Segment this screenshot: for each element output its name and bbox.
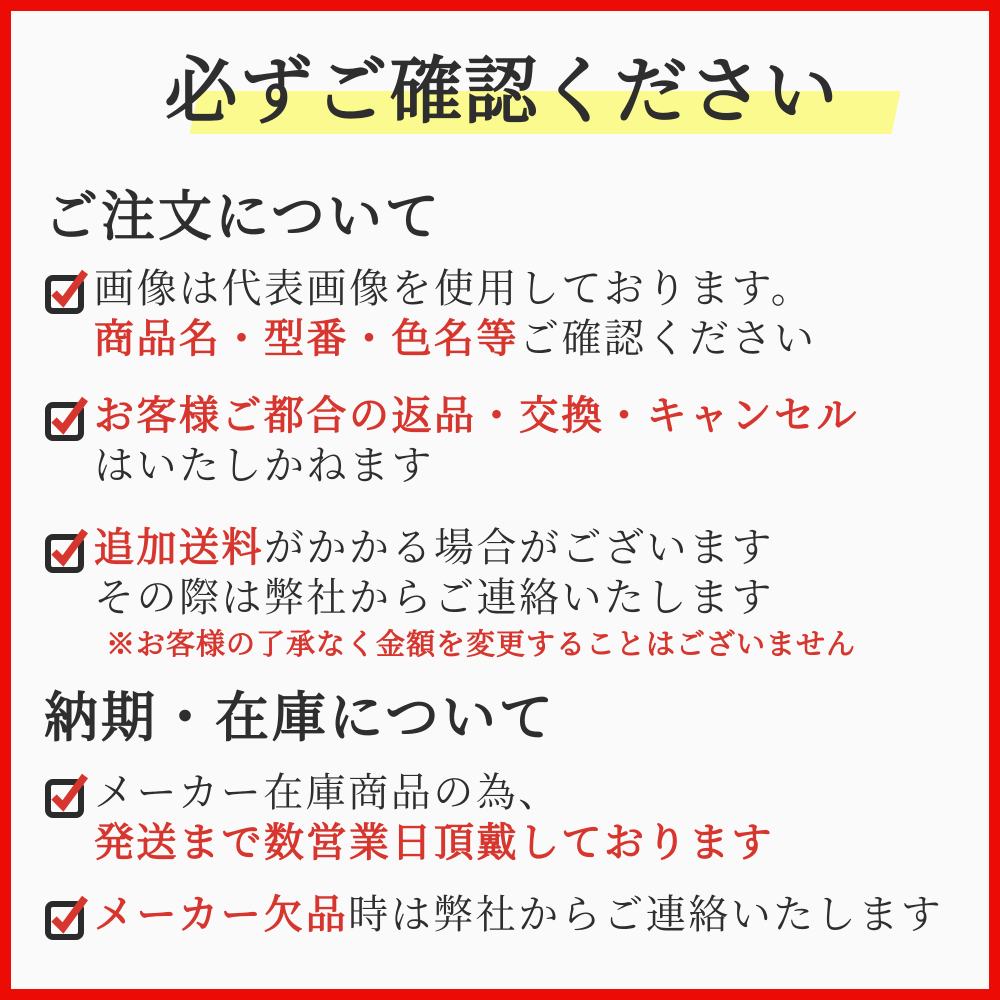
text-segment-red: ※お客様の了承なく金額を変更することはございません: [106, 629, 857, 661]
notice-banner: [44, 42, 960, 142]
text-segment-red: お客様ご都合の返品・交換・キャンセル: [94, 393, 859, 438]
notice-item-representative-image: [44, 264, 960, 364]
section-heading-orders: ご注文について: [44, 187, 442, 247]
section-delivery-stock: [44, 687, 960, 940]
item-line: [94, 890, 960, 940]
item-lines: [94, 768, 960, 868]
notice-title: 必ずご確認ください: [164, 51, 840, 132]
item-line: [94, 314, 960, 364]
checkbox-checked-icon: [44, 395, 88, 441]
checkbox-checked-icon: [44, 268, 88, 314]
section-heading-delivery-stock: 納期・在庫について: [44, 688, 556, 748]
item-line: [94, 768, 960, 818]
text-segment-red: 追加送料: [94, 525, 264, 570]
item-line: [94, 523, 960, 573]
text-segment: 画像は代表画像を使用しております。: [94, 266, 814, 311]
section-orders: [44, 186, 960, 665]
text-segment: その際は弊社からご連絡いたします: [94, 575, 774, 620]
notice-item-extra-shipping: [44, 523, 960, 665]
text-segment: メーカー在庫商品の為、: [94, 770, 561, 815]
text-segment-red: 発送まで数営業日頂戴しております: [94, 820, 774, 865]
item-note-line: [106, 625, 960, 665]
notice-item-maker-shortage: [44, 890, 960, 940]
item-lines: [94, 523, 960, 665]
text-segment: 時は弊社からご連絡いたします: [348, 892, 944, 937]
checkbox-checked-icon: [44, 894, 88, 940]
checkbox-checked-icon: [44, 772, 88, 818]
item-lines: [94, 890, 960, 940]
notice-item-maker-stock: [44, 768, 960, 868]
text-segment: ご確認ください: [519, 316, 817, 361]
text-segment: がかかる場合がございます: [264, 525, 774, 570]
text-segment-red: 商品名・型番・色名等: [94, 316, 519, 361]
item-line: [94, 391, 960, 441]
checkbox-checked-icon: [44, 527, 88, 573]
text-segment: はいたしかねます: [94, 443, 434, 488]
item-line: [94, 573, 960, 623]
item-lines: [94, 391, 960, 491]
item-line: [94, 441, 960, 491]
item-line: [94, 818, 960, 868]
notice-item-returns: [44, 391, 960, 491]
text-segment-red: メーカー欠品: [94, 892, 349, 937]
item-lines: [94, 264, 960, 364]
item-line: [94, 264, 960, 314]
